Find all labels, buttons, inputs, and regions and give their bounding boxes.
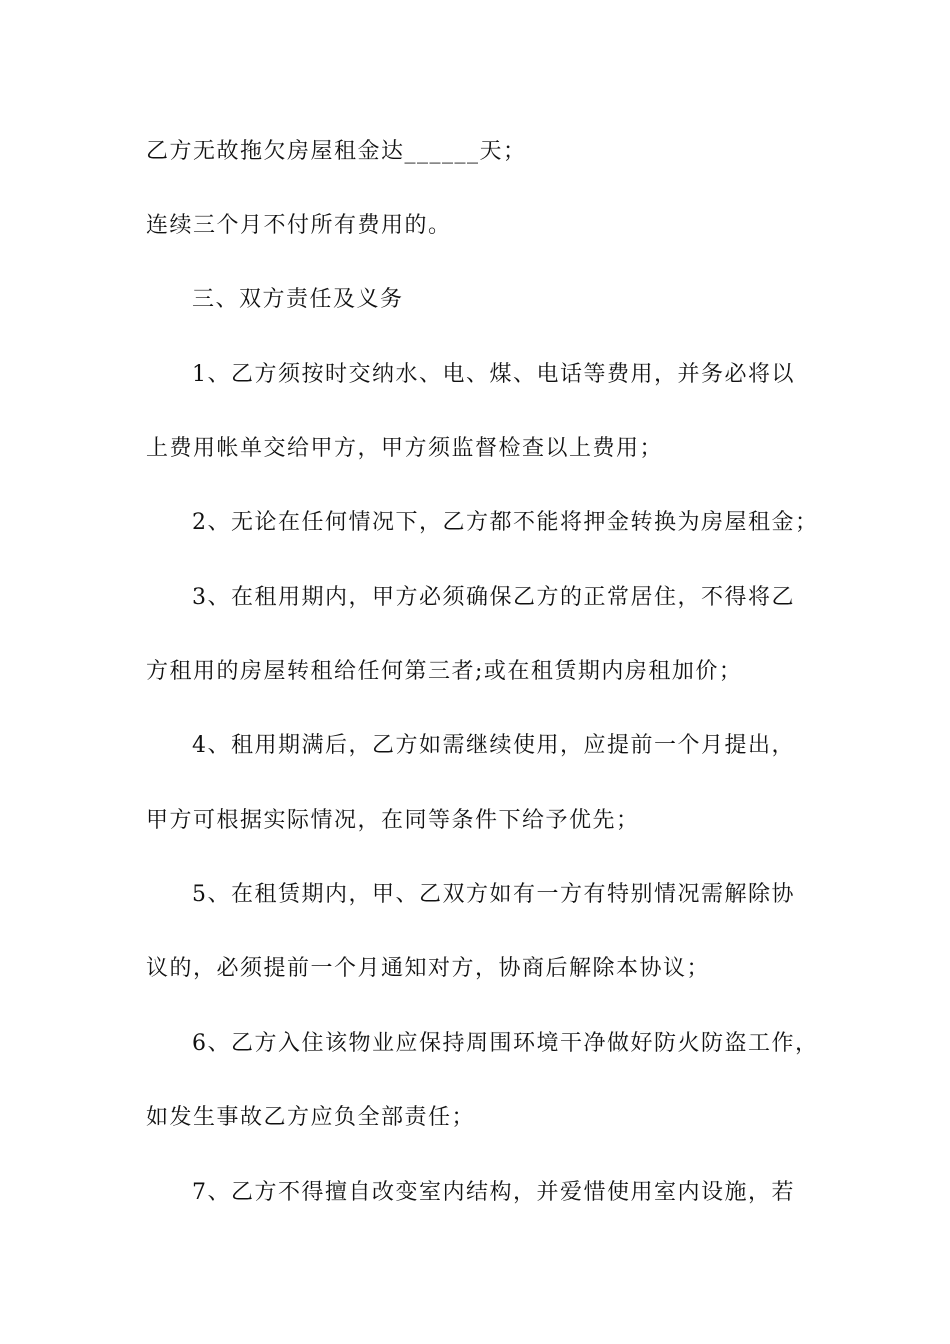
section-heading: 三、双方责任及义务: [192, 287, 404, 312]
text-line-4: 1、乙方须按时交纳水、电、煤、电话等费用，并务必将以: [192, 362, 795, 387]
text-line-8: 方租用的房屋转租给任何第三者;或在租赁期内房租加价；: [146, 659, 743, 684]
text-line-6: 2、无论在任何情况下，乙方都不能将押金转换为房屋租金；: [192, 510, 819, 535]
text-line-14: 如发生事故乙方应负全部责任；: [146, 1105, 476, 1130]
text-line-13: 6、乙方入住该物业应保持周围环境干净做好防火防盗工作，: [192, 1031, 819, 1056]
text-line-7: 3、在租用期内，甲方必须确保乙方的正常居住，不得将乙: [192, 585, 795, 610]
text-line-10: 甲方可根据实际情况，在同等条件下给予优先；: [146, 808, 640, 833]
text-line-1: 乙方无故拖欠房屋租金达______天；: [146, 139, 527, 164]
text-line-12: 议的，必须提前一个月通知对方，协商后解除本协议；: [146, 956, 711, 981]
text-line-15: 7、乙方不得擅自改变室内结构，并爱惜使用室内设施，若: [192, 1180, 795, 1205]
text-line-5: 上费用帐单交给甲方，甲方须监督检查以上费用；: [146, 436, 664, 461]
text-line-9: 4、租用期满后，乙方如需继续使用，应提前一个月提出，: [192, 733, 795, 758]
text-line-11: 5、在租赁期内，甲、乙双方如有一方有特别情况需解除协: [192, 882, 795, 907]
text-line-2: 连续三个月不付所有费用的。: [146, 213, 452, 238]
